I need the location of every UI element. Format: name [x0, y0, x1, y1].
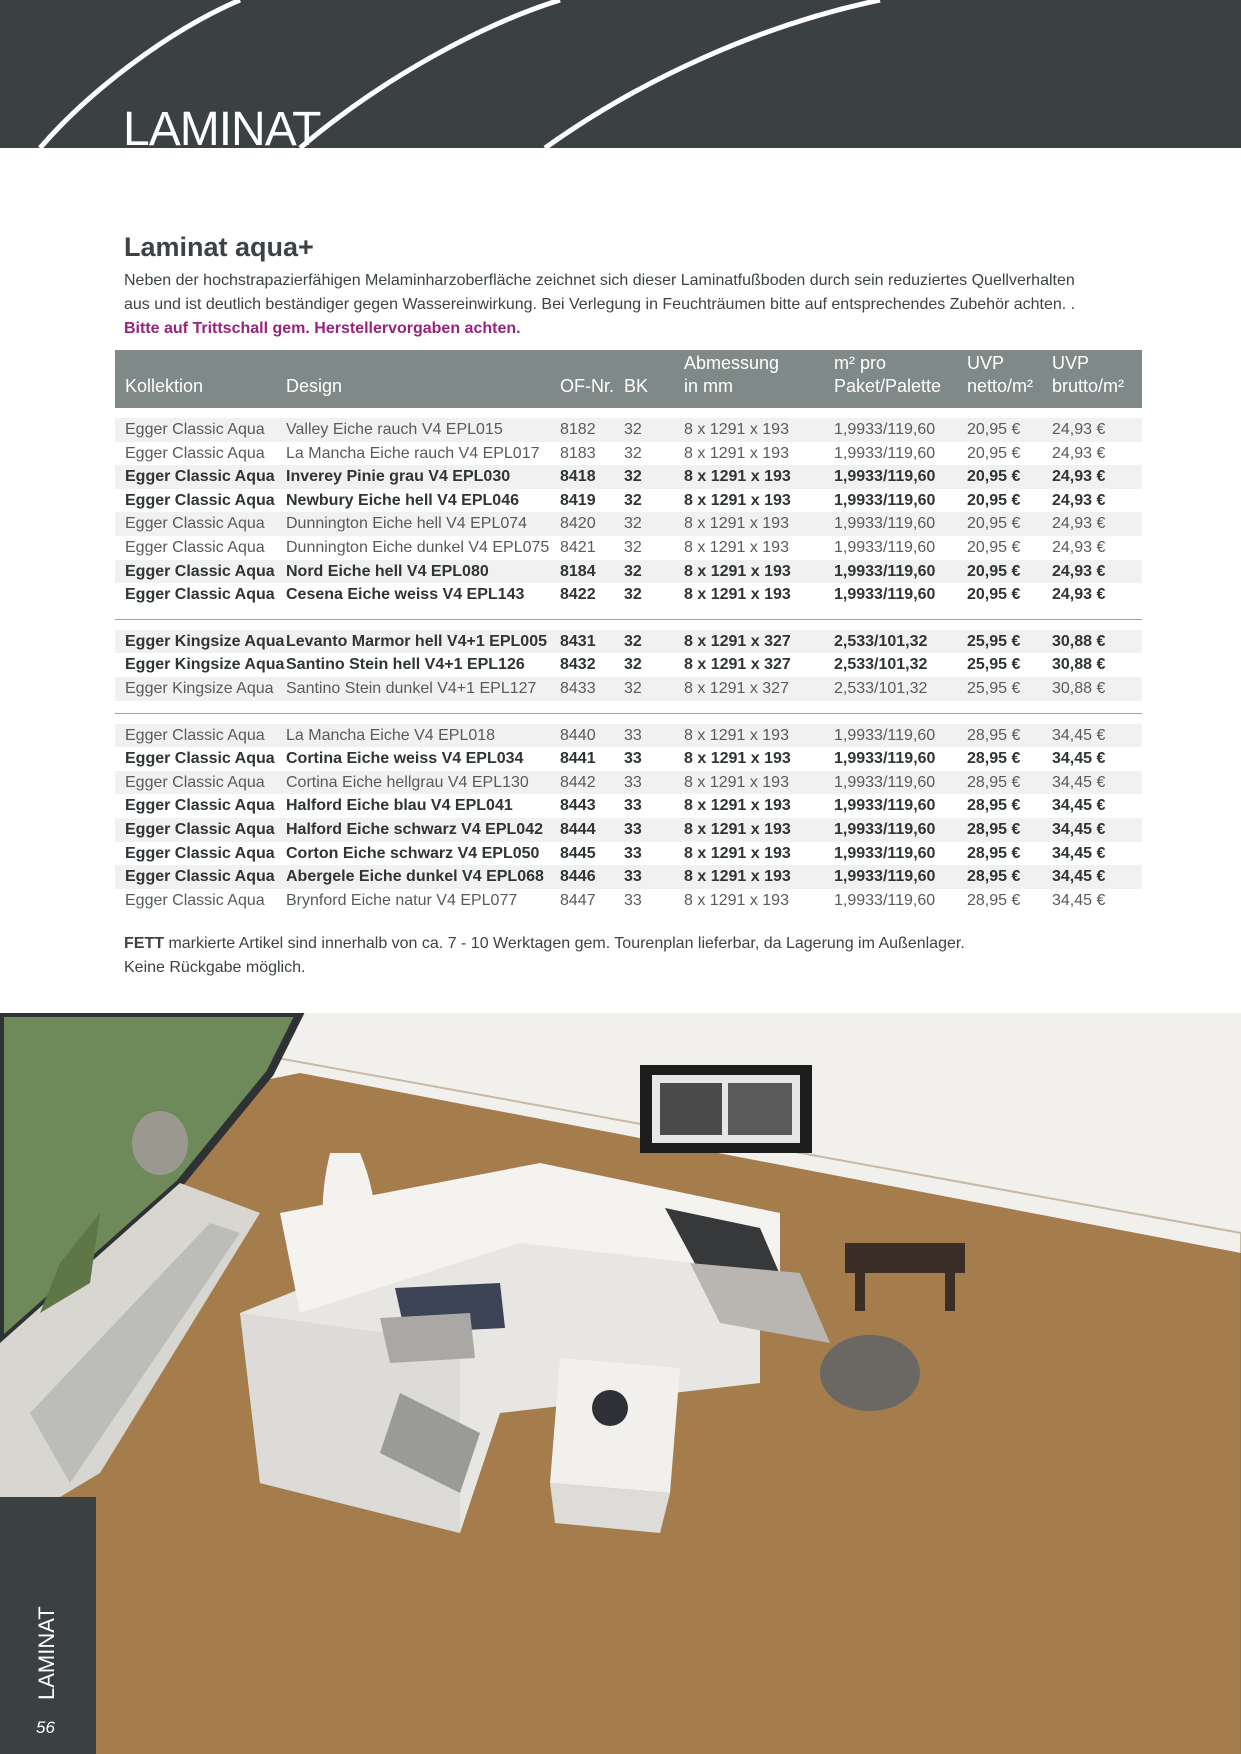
- cell-kollektion: Egger Classic Aqua: [115, 418, 286, 442]
- table-row: [115, 418, 1142, 442]
- cell-brutto: 24,93 €: [1052, 512, 1142, 536]
- cell-bk: 32: [624, 586, 642, 604]
- cell-brutto: 30,88 €: [1052, 677, 1142, 701]
- cell-netto: 20,95 €: [967, 465, 1052, 489]
- table-body: [115, 408, 1142, 912]
- cell-m2: 1,9933/119,60: [834, 750, 936, 768]
- cell-design: Halford Eiche blau V4 EPL041: [286, 797, 513, 815]
- cell-design: La Mancha Eiche V4 EPL018: [286, 724, 560, 748]
- cell-bk: 32: [624, 465, 684, 489]
- cell-m2: 1,9933/119,60: [834, 465, 967, 489]
- cell-m2: 1,9933/119,60: [834, 891, 936, 909]
- table-row: [115, 536, 1142, 560]
- intro-line-2: aus und ist deutlich beständiger gegen Wassereinwirkung. Bei Verlegung in Feuchträumen bitte auf entsprechendes Zubehör achten. .: [124, 296, 1076, 313]
- table-row: [115, 747, 1142, 771]
- cell-m2: 1,9933/119,60: [834, 512, 967, 536]
- cell-of-nr: 8444: [560, 818, 624, 842]
- cell-design: Cesena Eiche weiss V4 EPL143: [286, 586, 525, 604]
- cell-brutto: 34,45 €: [1052, 865, 1142, 889]
- cell-netto: 28,95 €: [967, 844, 1021, 862]
- side-tab-label: LAMINAT: [34, 1606, 59, 1700]
- cell-m2: 1,9933/119,60: [834, 818, 967, 842]
- cell-netto: 20,95 €: [967, 418, 1052, 442]
- cell-m2: 1,9933/119,60: [834, 538, 936, 556]
- cell-netto: 28,95 €: [967, 771, 1052, 795]
- cell-of-nr: 8445: [560, 844, 596, 862]
- table-row: [115, 512, 1142, 536]
- cell-m2: 1,9933/119,60: [834, 418, 967, 442]
- cell-of-nr: 8422: [560, 586, 596, 604]
- cell-of-nr: 8431: [560, 630, 624, 654]
- cell-abmessung: 8 x 1291 x 193: [684, 491, 791, 509]
- cell-brutto: 24,93 €: [1052, 560, 1142, 584]
- cell-design: Dunnington Eiche dunkel V4 EPL075: [286, 538, 550, 556]
- cell-of-nr: 8420: [560, 512, 624, 536]
- cell-of-nr: 8446: [560, 865, 624, 889]
- cell-of-nr: 8442: [560, 771, 624, 795]
- cell-bk: 32: [624, 418, 684, 442]
- cell-m2: 1,9933/119,60: [834, 771, 967, 795]
- cell-of-nr: 8182: [560, 418, 624, 442]
- table-row: [115, 630, 1142, 654]
- cell-of-nr: 8421: [560, 538, 596, 556]
- cell-bk: 32: [624, 656, 642, 674]
- cell-abmessung: 8 x 1291 x 193: [684, 418, 834, 442]
- cell-kollektion: Egger Classic Aqua: [125, 538, 265, 556]
- cell-brutto: 24,93 €: [1052, 465, 1142, 489]
- cell-netto: 28,95 €: [967, 865, 1052, 889]
- col-header-bk: BK: [624, 376, 649, 396]
- cell-brutto: 24,93 €: [1052, 586, 1106, 604]
- cell-design: Cortina Eiche weiss V4 EPL034: [286, 750, 524, 768]
- cell-netto: 20,95 €: [967, 491, 1021, 509]
- cell-bk: 33: [624, 724, 684, 748]
- footnote-bold-word: FETT: [124, 935, 164, 952]
- cell-m2: 2,533/101,32: [834, 677, 967, 701]
- cell-kollektion: Egger Kingsize Aqua: [115, 677, 286, 701]
- cell-netto: 25,95 €: [967, 677, 1052, 701]
- cell-brutto: 24,93 €: [1052, 444, 1106, 462]
- cell-m2: 1,9933/119,60: [834, 865, 967, 889]
- cell-m2: 1,9933/119,60: [834, 844, 936, 862]
- cell-abmessung: 8 x 1291 x 193: [684, 538, 789, 556]
- cell-kollektion: Egger Classic Aqua: [125, 891, 265, 909]
- cell-kollektion: Egger Classic Aqua: [125, 586, 275, 604]
- cell-netto: 20,95 €: [967, 538, 1021, 556]
- cell-bk: 33: [624, 771, 684, 795]
- cell-design: Dunnington Eiche hell V4 EPL074: [286, 512, 560, 536]
- cell-m2: 1,9933/119,60: [834, 560, 967, 584]
- cell-abmessung: 8 x 1291 x 193: [684, 771, 834, 795]
- cell-of-nr: 8443: [560, 797, 596, 815]
- cell-netto: 20,95 €: [967, 586, 1021, 604]
- cell-abmessung: 8 x 1291 x 193: [684, 844, 791, 862]
- cell-of-nr: 8432: [560, 656, 596, 674]
- cell-kollektion: Egger Classic Aqua: [125, 844, 275, 862]
- cell-abmessung: 8 x 1291 x 193: [684, 724, 834, 748]
- cell-bk: 32: [624, 677, 684, 701]
- cell-design: Santino Stein hell V4+1 EPL126: [286, 656, 525, 674]
- cell-kollektion: Egger Classic Aqua: [115, 865, 286, 889]
- group-spacer: [115, 701, 1142, 713]
- col-header-of-nr: OF-Nr.: [560, 376, 614, 396]
- cell-design: Valley Eiche rauch V4 EPL015: [286, 418, 560, 442]
- cell-design: La Mancha Eiche rauch V4 EPL017: [286, 444, 540, 462]
- table-header-row: [115, 350, 1142, 408]
- table-row: [115, 560, 1142, 584]
- footnote-line-1: [124, 932, 965, 956]
- table-row: [115, 818, 1142, 842]
- cell-kollektion: Egger Classic Aqua: [125, 444, 265, 462]
- cell-kollektion: Egger Classic Aqua: [115, 512, 286, 536]
- cell-abmessung: 8 x 1291 x 327: [684, 630, 834, 654]
- cell-brutto: 24,93 €: [1052, 418, 1142, 442]
- table-row: [115, 677, 1142, 701]
- cell-m2: 1,9933/119,60: [834, 586, 936, 604]
- table-row: [115, 583, 1142, 607]
- cell-kollektion: Egger Classic Aqua: [115, 818, 286, 842]
- cell-design: Levanto Marmor hell V4+1 EPL005: [286, 630, 560, 654]
- cell-brutto: 34,45 €: [1052, 818, 1142, 842]
- living-room-photo: [0, 1013, 1241, 1754]
- cell-kollektion: Egger Classic Aqua: [115, 724, 286, 748]
- cell-netto: 20,95 €: [967, 560, 1052, 584]
- cell-netto: 28,95 €: [967, 818, 1052, 842]
- table-row: [115, 465, 1142, 489]
- cell-brutto: 34,45 €: [1052, 844, 1106, 862]
- footnote-line-2: Keine Rückgabe möglich.: [124, 959, 306, 976]
- cell-bk: 33: [624, 891, 642, 909]
- cell-of-nr: 8183: [560, 444, 596, 462]
- cell-netto: 20,95 €: [967, 512, 1052, 536]
- photo-illustration: [0, 1013, 1241, 1754]
- cell-netto: 28,95 €: [967, 797, 1021, 815]
- cell-of-nr: 8440: [560, 724, 624, 748]
- table-row: [115, 489, 1142, 513]
- cell-design: Newbury Eiche hell V4 EPL046: [286, 491, 519, 509]
- table-row: [115, 889, 1142, 913]
- cell-netto: 25,95 €: [967, 630, 1052, 654]
- cell-of-nr: 8184: [560, 560, 624, 584]
- table-row: [115, 842, 1142, 866]
- cell-brutto: 24,93 €: [1052, 538, 1106, 556]
- page-header: [0, 0, 1241, 148]
- cell-abmessung: 8 x 1291 x 193: [684, 465, 834, 489]
- cell-netto: 25,95 €: [967, 656, 1021, 674]
- cell-of-nr: 8419: [560, 491, 596, 509]
- cell-abmessung: 8 x 1291 x 193: [684, 560, 834, 584]
- cell-abmessung: 8 x 1291 x 193: [684, 586, 791, 604]
- col-header-kollektion: Kollektion: [125, 376, 204, 396]
- section-title: Laminat aqua+: [124, 232, 314, 262]
- col-header-abmessung: Abmessung in mm: [684, 353, 780, 396]
- page-title: LAMINAT: [123, 103, 321, 148]
- header-spacer: [115, 408, 1142, 418]
- cell-m2: 1,9933/119,60: [834, 724, 967, 748]
- cell-design: Inverey Pinie grau V4 EPL030: [286, 465, 560, 489]
- cell-design: Santino Stein dunkel V4+1 EPL127: [286, 677, 560, 701]
- col-header-design: Design: [286, 376, 343, 396]
- cell-design: Abergele Eiche dunkel V4 EPL068: [286, 865, 560, 889]
- cell-abmessung: 8 x 1291 x 193: [684, 818, 834, 842]
- cell-abmessung: 8 x 1291 x 193: [684, 444, 789, 462]
- intro-line-1: Neben der hochstrapazierfähigen Melaminharzoberfläche zeichnet sich dieser Laminatfußboden durch sein reduziertes Quellverhalten: [124, 272, 1075, 289]
- cell-brutto: 34,45 €: [1052, 771, 1142, 795]
- group-spacer: [115, 607, 1142, 619]
- cell-brutto: 34,45 €: [1052, 750, 1106, 768]
- cell-brutto: 34,45 €: [1052, 724, 1142, 748]
- cell-kollektion: Egger Classic Aqua: [115, 560, 286, 584]
- cell-m2: 1,9933/119,60: [834, 797, 936, 815]
- cell-of-nr: 8433: [560, 677, 624, 701]
- cell-bk: 32: [624, 491, 642, 509]
- col-header-m2: m² pro Paket/Palette: [834, 353, 942, 396]
- cell-design: Halford Eiche schwarz V4 EPL042: [286, 818, 560, 842]
- cell-netto: 28,95 €: [967, 891, 1021, 909]
- cell-bk: 33: [624, 818, 684, 842]
- cell-bk: 32: [624, 444, 642, 462]
- cell-bk: 33: [624, 797, 642, 815]
- cell-m2: 1,9933/119,60: [834, 444, 936, 462]
- section-intro: [124, 232, 1144, 351]
- cell-bk: 33: [624, 865, 684, 889]
- cell-of-nr: 8447: [560, 891, 596, 909]
- cell-of-nr: 8441: [560, 750, 596, 768]
- notice-text: Bitte auf Trittschall gem. Herstellervorgaben achten.: [124, 320, 521, 337]
- cell-brutto: 24,93 €: [1052, 491, 1106, 509]
- cell-kollektion: Egger Classic Aqua: [125, 491, 275, 509]
- cell-abmessung: 8 x 1291 x 193: [684, 797, 791, 815]
- table-row: [115, 442, 1142, 466]
- cell-kollektion: Egger Classic Aqua: [125, 750, 275, 768]
- cell-bk: 32: [624, 630, 684, 654]
- cell-kollektion: Egger Classic Aqua: [115, 465, 286, 489]
- cell-netto: 20,95 €: [967, 444, 1021, 462]
- table-row: [115, 653, 1142, 677]
- cell-bk: 32: [624, 560, 684, 584]
- cell-kollektion: Egger Kingsize Aqua: [115, 630, 286, 654]
- group-spacer: [115, 620, 1142, 630]
- price-table: [115, 350, 1142, 912]
- cell-design: Brynford Eiche natur V4 EPL077: [286, 891, 518, 909]
- group-spacer: [115, 714, 1142, 724]
- cell-netto: 28,95 €: [967, 724, 1052, 748]
- cell-abmessung: 8 x 1291 x 327: [684, 656, 791, 674]
- cell-abmessung: 8 x 1291 x 193: [684, 512, 834, 536]
- cell-bk: 32: [624, 512, 684, 536]
- cell-kollektion: Egger Kingsize Aqua: [125, 656, 285, 674]
- cell-brutto: 34,45 €: [1052, 797, 1106, 815]
- cell-of-nr: 8418: [560, 465, 624, 489]
- cell-design: Nord Eiche hell V4 EPL080: [286, 560, 560, 584]
- cell-brutto: 34,45 €: [1052, 891, 1106, 909]
- cell-kollektion: Egger Classic Aqua: [125, 797, 275, 815]
- col-header-uvp-netto: UVP netto/m²: [967, 353, 1034, 396]
- cell-design: Cortina Eiche hellgrau V4 EPL130: [286, 771, 560, 795]
- cell-netto: 28,95 €: [967, 750, 1021, 768]
- table-row: [115, 865, 1142, 889]
- cell-m2: 1,9933/119,60: [834, 491, 936, 509]
- cell-m2: 2,533/101,32: [834, 630, 967, 654]
- table-row: [115, 794, 1142, 818]
- footnote-line-1-text: markierte Artikel sind innerhalb von ca. 7 - 10 Werktagen gem. Tourenplan lieferbar, da Lagerung im Außenlager.: [164, 935, 965, 952]
- cell-m2: 2,533/101,32: [834, 656, 928, 674]
- cell-design: Corton Eiche schwarz V4 EPL050: [286, 844, 540, 862]
- cell-brutto: 30,88 €: [1052, 630, 1142, 654]
- col-header-uvp-brutto: UVP brutto/m²: [1052, 353, 1125, 396]
- table-row: [115, 771, 1142, 795]
- cell-kollektion: Egger Classic Aqua: [115, 771, 286, 795]
- cell-abmessung: 8 x 1291 x 327: [684, 677, 834, 701]
- cell-abmessung: 8 x 1291 x 193: [684, 750, 791, 768]
- table-row: [115, 724, 1142, 748]
- cell-bk: 32: [624, 538, 642, 556]
- cell-abmessung: 8 x 1291 x 193: [684, 865, 834, 889]
- cell-abmessung: 8 x 1291 x 193: [684, 891, 789, 909]
- cell-bk: 33: [624, 750, 642, 768]
- cell-brutto: 30,88 €: [1052, 656, 1106, 674]
- footnote: [124, 932, 965, 980]
- page-number: 56: [36, 1718, 55, 1737]
- cell-bk: 33: [624, 844, 642, 862]
